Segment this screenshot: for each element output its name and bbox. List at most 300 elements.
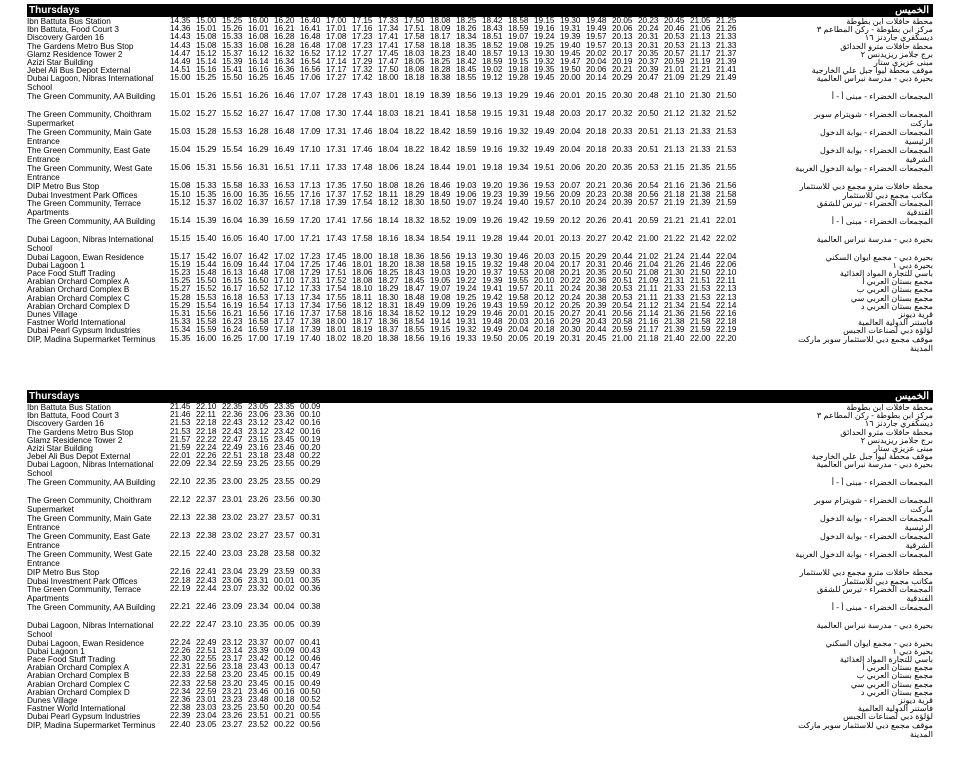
time-cell: 16.32 [274, 48, 295, 58]
time-cell: 17.58 [352, 233, 373, 243]
time-cell: 18.42 [430, 145, 451, 155]
time-cell: 21.33 [716, 40, 737, 50]
time-cell: 00.43 [300, 645, 321, 655]
time-cell: 18.48 [404, 292, 425, 302]
time-cell: 18.34 [378, 309, 399, 318]
stop-name-ar: فاستنر الدولية العالمية [858, 704, 933, 714]
time-cell: 18.46 [430, 181, 451, 191]
time-cell: 16.27 [248, 109, 269, 119]
time-cell: 19.05 [430, 276, 451, 286]
time-cell: 00.07 [274, 637, 295, 647]
time-cell: 17.23 [352, 40, 373, 50]
time-cell: 17.41 [326, 215, 347, 225]
time-cell: 19.09 [430, 300, 451, 310]
time-cell: 15.50 [196, 276, 217, 286]
time-cell: 20.04 [560, 127, 581, 137]
time-cell: 21.33 [716, 32, 737, 42]
time-cell: 22.36 [170, 695, 191, 704]
time-cell: 20.53 [612, 284, 633, 294]
table-row [27, 261, 933, 269]
table-row [27, 318, 933, 326]
table-row [27, 671, 933, 679]
time-cell: 18.54 [430, 233, 451, 243]
time-cell: 14.43 [170, 32, 191, 42]
time-cell: 17.50 [378, 65, 399, 75]
departure-times [170, 460, 326, 468]
time-cell: 20.37 [638, 56, 659, 66]
stop-name-en: Arabian Orchard Complex C [27, 679, 130, 689]
time-cell: 22.43 [222, 426, 243, 436]
time-cell: 16.02 [222, 197, 243, 207]
time-cell: 19.18 [482, 163, 503, 173]
time-cell: 18.58 [508, 16, 529, 25]
departure-times [170, 110, 742, 118]
time-cell: 16.49 [274, 145, 295, 155]
time-cell: 19.46 [482, 309, 503, 318]
time-cell: 15.56 [196, 309, 217, 318]
time-cell: 21.58 [716, 189, 737, 199]
time-cell: 20.29 [586, 251, 607, 261]
time-cell: 17.14 [326, 56, 347, 66]
stop-name-ar: المجمعات الخضراء - مبنى أ - أ [831, 92, 933, 102]
table-row [27, 514, 933, 532]
time-cell: 18.59 [508, 24, 529, 34]
stop-name-en: Dubai Lagoon, Nibras International School [27, 74, 154, 93]
time-cell: 21.53 [690, 292, 711, 302]
time-cell: 20.26 [586, 215, 607, 225]
time-cell: 15.08 [170, 181, 191, 191]
stop-name-en: The Green Community, Choithram Supermarket [27, 496, 152, 515]
day-label-en: Thursdays [29, 391, 80, 402]
time-cell: 23.57 [274, 531, 295, 541]
time-cell: 20.20 [586, 163, 607, 173]
table-row [27, 403, 933, 411]
time-cell: 21.40 [664, 333, 685, 343]
time-cell: 00.13 [274, 662, 295, 672]
table-row [27, 33, 933, 41]
time-cell: 00.04 [274, 601, 295, 611]
time-cell: 23.06 [222, 575, 243, 585]
time-cell: 18.45 [404, 276, 425, 286]
time-cell: 17.00 [248, 333, 269, 343]
stop-name-en: Ibn Battuta Bus Station [27, 17, 111, 26]
stop-name-en: The Green Community, East Gate Entrance [27, 532, 151, 551]
stop-name-ar: مجمع بستان العربي سي [850, 679, 933, 689]
time-cell: 18.01 [352, 259, 373, 269]
time-cell: 19.28 [508, 73, 529, 83]
table-row [27, 721, 933, 739]
time-cell: 22.51 [222, 451, 243, 461]
time-cell: 00.29 [300, 477, 321, 487]
stop-name-ar: مجمع بستان العربي سي [850, 293, 933, 303]
time-cell: 00.02 [274, 583, 295, 593]
time-cell: 18.36 [378, 317, 399, 327]
time-cell: 22.35 [196, 477, 217, 487]
time-cell: 17.37 [326, 189, 347, 199]
time-cell: 19.15 [430, 325, 451, 335]
time-cell: 18.20 [378, 259, 399, 269]
stop-name-en: Ibn Battuta Bus Station [27, 403, 111, 412]
time-cell: 23.48 [274, 451, 295, 461]
table-row [27, 663, 933, 671]
stop-name-en: Dunes Village [27, 310, 78, 319]
time-cell: 18.34 [456, 32, 477, 42]
time-cell: 17.33 [300, 284, 321, 294]
time-cell: 23.12 [248, 426, 269, 436]
stop-name-ar: مجمع بستان العربي أ [862, 663, 933, 673]
time-cell: 22.59 [222, 459, 243, 469]
time-cell: 16.07 [222, 251, 243, 261]
time-cell: 19.57 [508, 284, 529, 294]
time-cell: 21.34 [664, 300, 685, 310]
stop-name-ar: باسي للتجارة المواد الغذائية [839, 655, 933, 665]
stop-name-ar: بحيرة دبي ١ [892, 646, 933, 656]
time-cell: 19.29 [456, 309, 477, 318]
time-cell: 23.05 [196, 719, 217, 729]
time-cell: 17.18 [300, 197, 321, 207]
stop-name-ar: المجمعات الخضراء - بوابة الدخول الرئيسية [819, 514, 933, 533]
departure-times [170, 146, 742, 154]
time-cell: 23.09 [222, 601, 243, 611]
time-cell: 19.25 [456, 292, 477, 302]
time-cell: 23.45 [248, 678, 269, 688]
time-cell: 15.54 [222, 145, 243, 155]
time-cell: 17.46 [352, 145, 373, 155]
table-row [27, 310, 933, 318]
time-cell: 21.09 [638, 276, 659, 286]
time-cell: 00.36 [300, 583, 321, 593]
time-cell: 20.09 [560, 189, 581, 199]
time-cell: 21.44 [690, 251, 711, 261]
stop-name-en: Arabian Orchard Complex D [27, 687, 130, 697]
departure-times [170, 496, 326, 504]
time-cell: 16.37 [248, 197, 269, 207]
time-cell: 21.26 [664, 259, 685, 269]
table-row [27, 335, 933, 353]
time-cell: 22.44 [196, 583, 217, 593]
time-cell: 21.37 [716, 48, 737, 58]
time-cell: 22.56 [196, 662, 217, 672]
time-cell: 15.26 [196, 91, 217, 101]
time-cell: 23.27 [248, 513, 269, 523]
stop-name-ar: المجمعات الخضراء - مبنى أ - أ [831, 216, 933, 226]
time-cell: 19.37 [482, 268, 503, 278]
table-row [27, 585, 933, 603]
time-cell: 20.57 [638, 197, 659, 207]
time-cell: 00.09 [300, 402, 321, 411]
table-row [27, 326, 933, 334]
time-cell: 20.27 [560, 309, 581, 318]
time-cell: 19.07 [456, 197, 477, 207]
time-cell: 19.39 [560, 32, 581, 42]
time-cell: 22.37 [196, 495, 217, 505]
time-cell: 23.20 [222, 678, 243, 688]
table-row [27, 269, 933, 277]
time-cell: 23.35 [248, 619, 269, 629]
stop-name-en: Arabian Orchard Complex D [27, 301, 130, 311]
time-cell: 22.40 [196, 549, 217, 559]
time-cell: 19.39 [508, 189, 529, 199]
stop-name-en: Arabian Orchard Complex B [27, 285, 130, 295]
time-cell: 15.59 [196, 325, 217, 335]
time-cell: 16.26 [248, 91, 269, 101]
time-cell: 23.32 [248, 583, 269, 593]
time-cell: 15.33 [222, 40, 243, 50]
time-cell: 14.36 [170, 24, 191, 34]
time-cell: 17.16 [274, 309, 295, 318]
time-cell: 21.06 [690, 24, 711, 34]
time-cell: 20.03 [508, 317, 529, 327]
time-cell: 20.29 [560, 317, 581, 327]
time-cell: 22.36 [222, 410, 243, 420]
time-cell: 23.28 [248, 549, 269, 559]
time-cell: 16.13 [222, 268, 243, 278]
time-cell: 16.28 [248, 127, 269, 137]
time-cell: 20.03 [534, 251, 555, 261]
time-cell: 20.06 [560, 163, 581, 173]
stop-name-en: Dubai Investment Park Offices [27, 190, 138, 200]
time-cell: 20.02 [586, 48, 607, 58]
time-cell: 00.54 [300, 703, 321, 713]
table-row [27, 419, 933, 427]
time-cell: 22.24 [170, 637, 191, 647]
stop-name-en: The Green Community, Terrace Apartments [27, 584, 141, 603]
time-cell: 17.13 [300, 181, 321, 191]
time-cell: 16.40 [300, 16, 321, 25]
time-cell: 18.56 [430, 251, 451, 261]
time-cell: 20.33 [612, 127, 633, 137]
time-cell: 23.25 [222, 703, 243, 713]
stop-name-ar: مكاتب مجمع دبي للاستثمار [842, 576, 933, 586]
day-label-ar: الخميس [895, 5, 929, 16]
stop-name-ar: موقف مجمع دبي للاستثمار سوبر ماركت المدينة [798, 720, 933, 739]
stop-name-ar: موقف مجمع دبي للاستثمار سوبر ماركت المدينة [798, 334, 933, 353]
time-cell: 20.15 [560, 251, 581, 261]
time-cell: 17.04 [274, 259, 295, 269]
stop-name-en: The Green Community, AA Building [27, 478, 156, 488]
time-cell: 22.33 [170, 678, 191, 688]
time-cell: 15.25 [196, 73, 217, 83]
section-header [27, 4, 933, 17]
time-cell: 19.08 [508, 40, 529, 50]
time-cell: 17.34 [300, 300, 321, 310]
time-cell: 21.13 [690, 40, 711, 50]
time-cell: 18.55 [456, 73, 477, 83]
stop-name-en: The Green Community, Choithram Supermarket [27, 110, 152, 129]
time-cell: 20.24 [586, 197, 607, 207]
stop-name-en: Dubai Pearl Gypsum Industries [27, 326, 141, 336]
time-cell: 20.33 [612, 145, 633, 155]
time-cell: 22.01 [170, 451, 191, 461]
time-cell: 20.53 [612, 292, 633, 302]
stop-name-en: Azizi Star Building [27, 57, 93, 67]
time-cell: 19.42 [508, 215, 529, 225]
stop-rows [27, 403, 933, 739]
time-cell: 22.26 [170, 645, 191, 655]
time-cell: 21.18 [638, 333, 659, 343]
time-cell: 22.26 [196, 451, 217, 461]
time-cell: 19.24 [534, 32, 555, 42]
time-cell: 18.05 [404, 56, 425, 66]
time-cell: 17.13 [274, 300, 295, 310]
time-cell: 19.50 [482, 333, 503, 343]
time-cell: 18.59 [456, 145, 477, 155]
time-cell: 21.41 [690, 215, 711, 225]
time-cell: 20.01 [508, 309, 529, 318]
time-cell: 23.42 [274, 418, 295, 428]
time-cell: 20.53 [664, 40, 685, 50]
time-cell: 21.09 [664, 73, 685, 83]
time-cell: 19.15 [456, 259, 477, 269]
time-cell: 17.19 [274, 333, 295, 343]
time-cell: 18.04 [378, 127, 399, 137]
table-row [27, 621, 933, 639]
time-cell: 00.16 [300, 418, 321, 428]
time-cell: 20.04 [560, 145, 581, 155]
time-cell: 23.12 [222, 637, 243, 647]
stop-name-ar: ديسكفري جاردنز ١٦ [864, 33, 933, 43]
time-cell: 16.09 [222, 259, 243, 269]
time-cell: 15.37 [222, 48, 243, 58]
time-cell: 17.43 [352, 91, 373, 101]
time-cell: 15.50 [222, 73, 243, 83]
time-cell: 15.33 [196, 181, 217, 191]
time-cell: 21.12 [664, 109, 685, 119]
time-cell: 19.41 [482, 284, 503, 294]
time-cell: 23.55 [274, 477, 295, 487]
stop-name-en: Dubai Pearl Gypsum Industries [27, 712, 141, 722]
time-cell: 16.28 [274, 40, 295, 50]
time-cell: 20.48 [638, 91, 659, 101]
time-cell: 15.29 [170, 300, 191, 310]
time-cell: 22.35 [222, 402, 243, 411]
time-cell: 19.30 [560, 16, 581, 25]
time-cell: 00.21 [274, 711, 295, 721]
time-cell: 18.14 [378, 215, 399, 225]
time-cell: 17.12 [274, 284, 295, 294]
time-cell: 23.03 [222, 549, 243, 559]
time-cell: 21.18 [664, 189, 685, 199]
time-cell: 19.09 [456, 215, 477, 225]
time-cell: 19.47 [560, 56, 581, 66]
departure-times [170, 235, 742, 243]
time-cell: 18.30 [378, 292, 399, 302]
stop-name-ar: المجمعات الخضراء - تيرس للشقق الفندقية [816, 198, 933, 217]
time-cell: 19.16 [482, 145, 503, 155]
time-cell: 17.37 [300, 309, 321, 318]
time-cell: 16.28 [274, 32, 295, 42]
time-cell: 18.00 [352, 251, 373, 261]
time-cell: 17.29 [300, 268, 321, 278]
time-cell: 21.36 [690, 181, 711, 191]
time-cell: 22.13 [716, 292, 737, 302]
time-cell: 23.45 [274, 434, 295, 444]
time-cell: 23.26 [222, 711, 243, 721]
time-cell: 20.18 [586, 127, 607, 137]
time-cell: 19.13 [482, 91, 503, 101]
time-cell: 22.34 [196, 459, 217, 469]
time-cell: 17.13 [274, 292, 295, 302]
time-cell: 17.16 [300, 189, 321, 199]
time-cell: 19.39 [482, 276, 503, 286]
time-cell: 15.58 [196, 317, 217, 327]
time-cell: 23.04 [222, 567, 243, 577]
time-cell: 23.27 [222, 719, 243, 729]
time-cell: 17.23 [352, 32, 373, 42]
stop-name-en: Dubai Lagoon 1 [27, 260, 85, 270]
time-cell: 23.03 [196, 703, 217, 713]
time-cell: 23.59 [274, 567, 295, 577]
time-cell: 15.33 [222, 32, 243, 42]
time-cell: 19.03 [456, 181, 477, 191]
time-cell: 15.54 [196, 300, 217, 310]
time-cell: 19.26 [482, 215, 503, 225]
time-cell: 17.23 [300, 251, 321, 261]
time-cell: 21.21 [664, 215, 685, 225]
time-cell: 21.01 [664, 65, 685, 75]
time-cell: 16.00 [248, 16, 269, 25]
stop-name-ar: موقف محطة ليوا جبل علي الخارجية [811, 66, 933, 76]
time-cell: 18.31 [378, 300, 399, 310]
stop-name-ar: ديسكفري جاردنز ١٦ [864, 419, 933, 429]
time-cell: 20.31 [638, 32, 659, 42]
time-cell: 21.30 [664, 268, 685, 278]
stop-name-en: Glamz Residence Tower 2 [27, 435, 123, 445]
time-cell: 21.33 [690, 145, 711, 155]
time-cell: 20.30 [612, 91, 633, 101]
stop-name-en: Ibn Battuta, Food Court 3 [27, 411, 119, 421]
table-row [27, 294, 933, 302]
time-cell: 17.00 [326, 16, 347, 25]
time-cell: 00.49 [300, 670, 321, 680]
time-cell: 17.41 [378, 40, 399, 50]
time-cell: 21.42 [690, 233, 711, 243]
time-cell: 19.32 [482, 259, 503, 269]
time-cell: 22.38 [196, 531, 217, 541]
table-row [27, 128, 933, 146]
time-cell: 15.25 [222, 16, 243, 25]
time-cell: 21.56 [690, 309, 711, 318]
time-cell: 14.47 [170, 48, 191, 58]
time-cell: 16.12 [248, 48, 269, 58]
table-row [27, 253, 933, 261]
stop-name-en: Fastner World International [27, 704, 126, 714]
time-cell: 21.30 [690, 91, 711, 101]
time-cell: 21.00 [638, 233, 659, 243]
time-cell: 15.51 [222, 91, 243, 101]
stop-name-ar: مبنى عزيزي ستار [873, 57, 933, 67]
time-cell: 18.19 [352, 325, 373, 335]
time-cell: 15.35 [196, 189, 217, 199]
time-cell: 20.56 [612, 309, 633, 318]
time-cell: 23.35 [274, 402, 295, 411]
time-cell: 20.16 [534, 317, 555, 327]
time-cell: 19.23 [482, 189, 503, 199]
time-cell: 18.39 [430, 91, 451, 101]
time-cell: 15.33 [170, 317, 191, 327]
time-cell: 20.04 [508, 325, 529, 335]
time-cell: 19.20 [456, 268, 477, 278]
time-cell: 20.21 [560, 268, 581, 278]
time-cell: 15.31 [170, 309, 191, 318]
time-cell: 00.16 [274, 686, 295, 696]
time-cell: 21.22 [664, 233, 685, 243]
time-cell: 22.12 [170, 495, 191, 505]
time-cell: 16.08 [248, 32, 269, 42]
time-cell: 20.10 [560, 197, 581, 207]
stop-name-ar: مبنى عزيزي ستار [873, 443, 933, 453]
time-cell: 21.21 [690, 65, 711, 75]
